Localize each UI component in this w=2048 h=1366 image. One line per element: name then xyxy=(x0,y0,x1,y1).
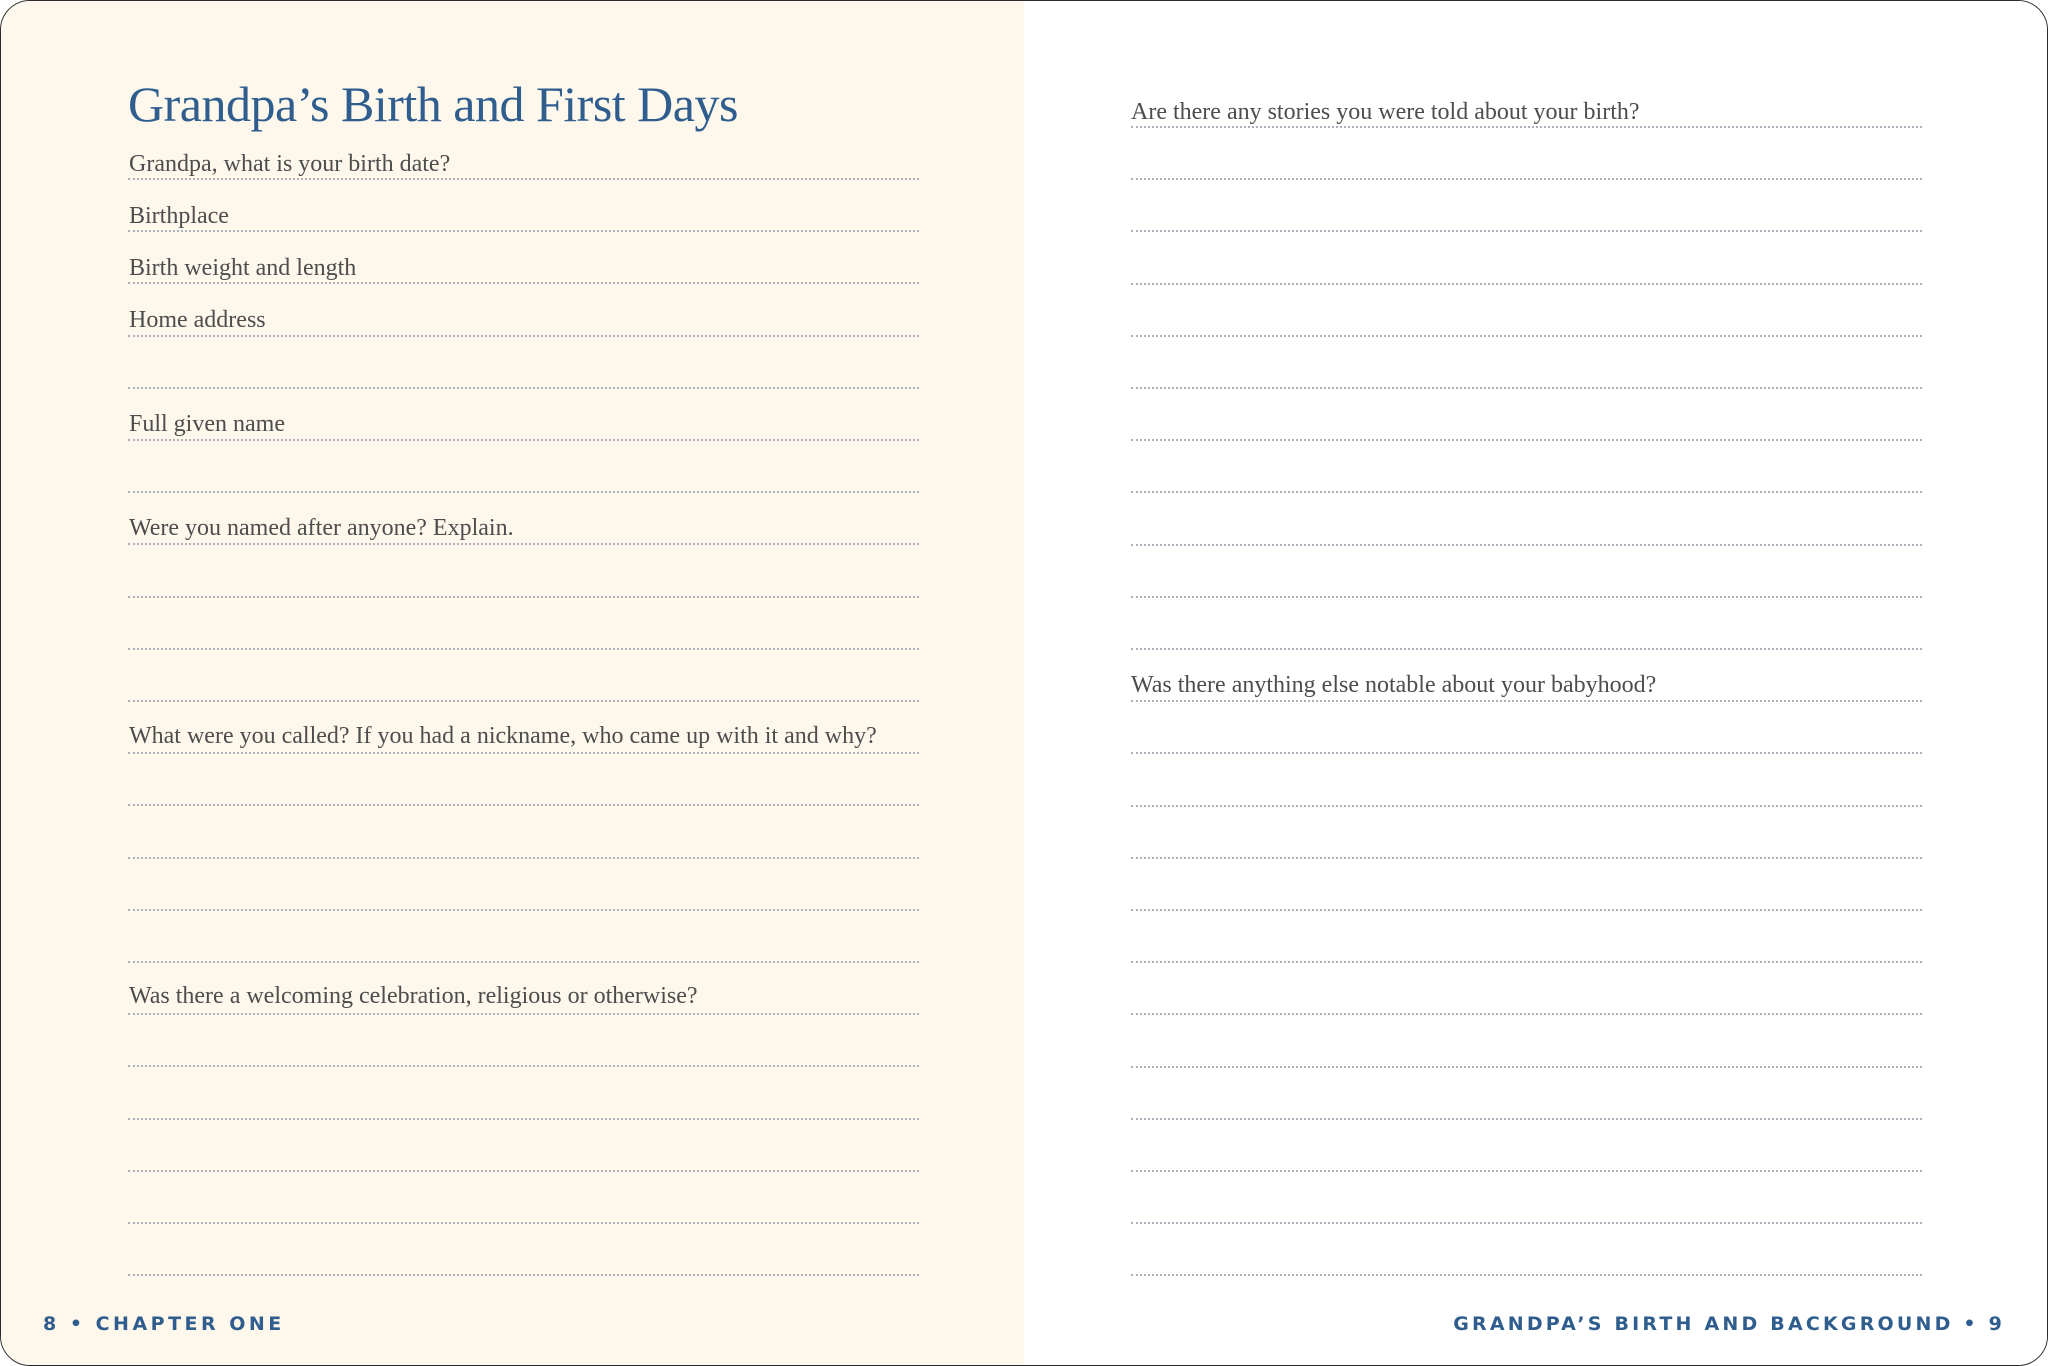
writing-line xyxy=(128,1065,919,1067)
question-birth-stories: Are there any stories you were told about your birth? xyxy=(1131,99,1640,125)
writing-line xyxy=(128,1170,919,1172)
writing-line xyxy=(1131,544,1922,546)
question-babyhood: Was there anything else notable about your babyhood? xyxy=(1131,672,1657,698)
writing-line xyxy=(1131,178,1922,180)
writing-line xyxy=(1131,857,1922,859)
writing-line xyxy=(128,1274,919,1276)
writing-line xyxy=(128,1118,919,1120)
writing-line xyxy=(128,543,919,545)
writing-line xyxy=(128,752,919,754)
writing-line xyxy=(1131,596,1922,598)
writing-line xyxy=(1131,1013,1922,1015)
writing-line xyxy=(1131,1170,1922,1172)
writing-line xyxy=(1131,700,1922,702)
writing-line xyxy=(128,491,919,493)
writing-line xyxy=(128,909,919,911)
page-title: Grandpa’s Birth and First Days xyxy=(128,76,738,132)
writing-line xyxy=(1131,1118,1922,1120)
writing-line xyxy=(128,648,919,650)
writing-line xyxy=(128,178,919,180)
writing-line xyxy=(1131,752,1922,754)
question-birth-weight: Birth weight and length xyxy=(129,255,357,281)
writing-line xyxy=(1131,961,1922,963)
question-celebration: Was there a welcoming celebration, religious or otherwise? xyxy=(129,983,698,1009)
writing-line xyxy=(1131,1066,1922,1068)
writing-line xyxy=(128,596,919,598)
writing-line xyxy=(1131,909,1922,911)
writing-line xyxy=(1131,126,1922,128)
question-nickname: What were you called? If you had a nickname, who came up with it and why? xyxy=(129,723,877,749)
writing-line xyxy=(128,387,919,389)
question-birth-date: Grandpa, what is your birth date? xyxy=(129,151,451,177)
writing-line xyxy=(128,1013,919,1015)
writing-line xyxy=(128,230,919,232)
left-page xyxy=(1,1,1024,1365)
writing-line xyxy=(1131,491,1922,493)
question-home-address: Home address xyxy=(129,307,266,333)
question-full-name: Full given name xyxy=(129,411,285,437)
question-birthplace: Birthplace xyxy=(129,203,229,229)
writing-line xyxy=(128,961,919,963)
writing-line xyxy=(1131,1274,1922,1276)
writing-line xyxy=(128,282,919,284)
writing-line xyxy=(128,1222,919,1224)
writing-line xyxy=(128,335,919,337)
writing-line xyxy=(1131,1222,1922,1224)
writing-line xyxy=(1131,648,1922,650)
right-page-footer: GRANDPA’S BIRTH AND BACKGROUND • 9 xyxy=(1453,1313,2005,1335)
writing-line xyxy=(1131,439,1922,441)
left-page-footer: 8 • CHAPTER ONE xyxy=(43,1313,285,1335)
writing-line xyxy=(128,439,919,441)
writing-line xyxy=(128,857,919,859)
writing-line xyxy=(128,804,919,806)
writing-line xyxy=(1131,283,1922,285)
question-named-after: Were you named after anyone? Explain. xyxy=(129,515,514,541)
writing-line xyxy=(1131,387,1922,389)
writing-line xyxy=(1131,335,1922,337)
writing-line xyxy=(128,700,919,702)
writing-line xyxy=(1131,805,1922,807)
writing-line xyxy=(1131,230,1922,232)
